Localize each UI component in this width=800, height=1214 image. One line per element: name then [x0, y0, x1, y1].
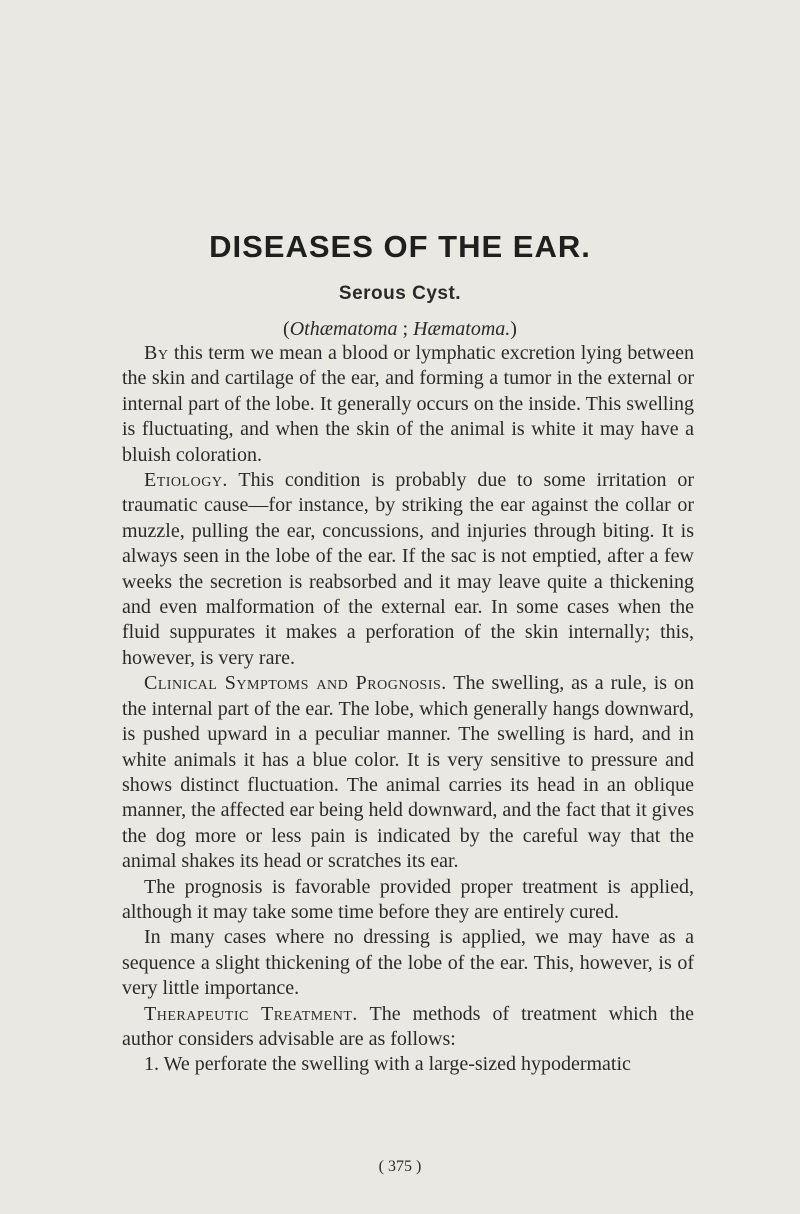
page-number: ( 375 )	[378, 1158, 422, 1175]
intro-text: this term we mean a blood or lymphatic excretion lying between the skin and cartilage of the ear, and forming a tumor in the external or internal part of the lobe. It generally occurs on the inside. This swelling is fluctuating, and when the skin of the animal is white it may have a bluish coloration.	[122, 342, 694, 466]
intro-paragraph	[122, 341, 694, 468]
sequence-paragraph: In many cases where no dressing is applied, we may have as a sequence a slight thickening of the lobe of the ear. This, however, is of very little importance.	[122, 926, 694, 1000]
close-paren: )	[510, 318, 517, 340]
etiology-paragraph	[122, 468, 694, 671]
clinical-text: The swelling, as a rule, is on the internal part of the ear. The lobe, which generally hangs downward, is pushed upward in a peculiar manner. The swelling is hard, and in white animals it has a blue color. It is very sensitive to pressure and shows distinct fluctuation. The animal carries its head in an oblique manner, the affected ear being held downward, and the fact that it gives the dog more or less pain is indicated by the careful way that the animal shakes its head or scratches its ear.	[122, 672, 694, 873]
clinical-paragraph	[122, 671, 694, 874]
treatment-text: The methods of treatment which the author considers advisable are as follows:	[122, 1002, 694, 1050]
step-1-paragraph: 1. We perforate the swelling with a large-sized hypodermatic	[144, 1053, 631, 1076]
etiology-text: This condition is probably due to some irritation or traumatic cause—for instance, by striking the ear against the collar or muzzle, pulling the ear, concussions, and injuries through biting. It is always seen in the lobe of the ear. If the sac is not emptied, after a few weeks the secretion is reabsorbed and it may leave quite a thickening and even malformation of the external ear. In some cases when the fluid suppurates it makes a perforation of the skin internally; this, however, is very rare.	[122, 469, 694, 669]
section-title: Serous Cyst.	[338, 283, 462, 304]
synonym-haematoma: Hæmatoma.	[413, 318, 511, 340]
synonyms-line	[0, 318, 800, 341]
synonym-separator: ;	[397, 318, 414, 340]
treatment-paragraph	[122, 1002, 694, 1053]
prognosis-paragraph: The prognosis is favorable provided proper treatment is applied, although it may take some time before they are entirely cured.	[122, 875, 694, 923]
clinical-heading: Clinical Symptoms and Prognosis.	[144, 672, 447, 695]
intro-lead: By	[144, 342, 169, 364]
body-text	[122, 341, 694, 1078]
chapter-title: DISEASES OF THE EAR.	[209, 229, 591, 264]
synonym-othaematoma: Othæmatoma	[289, 318, 398, 340]
open-paren: (	[283, 318, 290, 340]
treatment-heading: Therapeutic Treatment.	[144, 1002, 358, 1025]
etiology-heading: Etiology.	[144, 469, 228, 492]
